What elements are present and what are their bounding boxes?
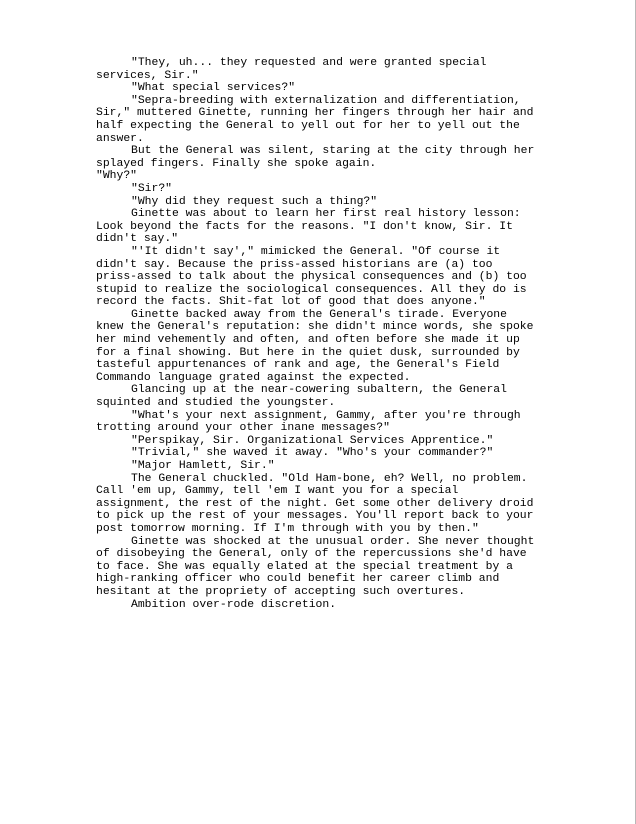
paragraph: "What special services?" bbox=[131, 82, 296, 95]
paragraph: "Trivial," she waved it away. "Who's your commander?" bbox=[131, 447, 494, 460]
paragraph: "'It didn't say'," mimicked the General. "Of course it didn't say. Because the priss-assed historians are (a) too priss-assed to talk about the physical consequences and (b) too stupid to realize the sociological consequences. All they do is record the facts. Shit-fat lot of good that does anyone." bbox=[96, 245, 527, 309]
paragraph: "Why?" bbox=[96, 170, 138, 183]
paragraph: "Why did they request such a thing?" bbox=[131, 195, 378, 208]
paragraph: "What's your next assignment, Gammy, after you're through trotting around your other inane messages?" bbox=[96, 409, 521, 435]
paragraph: "Major Hamlett, Sir." bbox=[131, 460, 275, 472]
paragraph: "Sir?" bbox=[131, 182, 173, 195]
paragraph: Glancing up at the near-cowering subaltern, the General squinted and studied the youngster. bbox=[96, 384, 507, 410]
paragraph: But the General was silent, staring at the city through her splayed fingers. Finally she spoke again. bbox=[96, 145, 535, 170]
document-body bbox=[96, 57, 536, 611]
paragraph: "They, uh... they requested and were granted special services, Sir." bbox=[96, 57, 487, 82]
paragraph: "Sepra-breeding with externalization and differentiation, Sir," muttered Ginette, running her fingers through her hair and half expecting the General to yell out for her to yell out the answer. bbox=[96, 94, 534, 145]
paragraph: Ginette was shocked at the unusual order. She never thought of disobeying the General, only of the repercussions she'd have to face. She was equally elated at the special treatment by a high-ranking officer who could benefit her career climb and hesitant at the propriety of accepting such overtures. bbox=[96, 535, 535, 598]
paragraph: Ginette backed away from the General's tirade. Everyone knew the General's reputation: she didn't mince words, she spoke her mind vehemently and often, and often before she made it up for a final showing. But here in the quiet dusk, surrounded by tasteful appurtenances of rank and age, the General's Field Commando language grated against the expected. bbox=[96, 308, 534, 384]
paragraph: Ambition over-rode discretion. bbox=[131, 598, 337, 611]
paragraph: "Perspikay, Sir. Organizational Services Apprentice." bbox=[131, 434, 494, 447]
paragraph: The General chuckled. "Old Ham-bone, eh? Well, no problem. Call 'em up, Gammy, tell 'em I want you for a special assignment, the rest of the night. Get some other delivery droid to pick up the rest of your messages. You'll report back to your post tomorrow morning. If I'm through with you by then." bbox=[96, 472, 534, 535]
paragraph: Ginette was about to learn her first real history lesson: Look beyond the facts for the reasons. "I don't know, Sir. It didn't say." bbox=[96, 208, 521, 246]
